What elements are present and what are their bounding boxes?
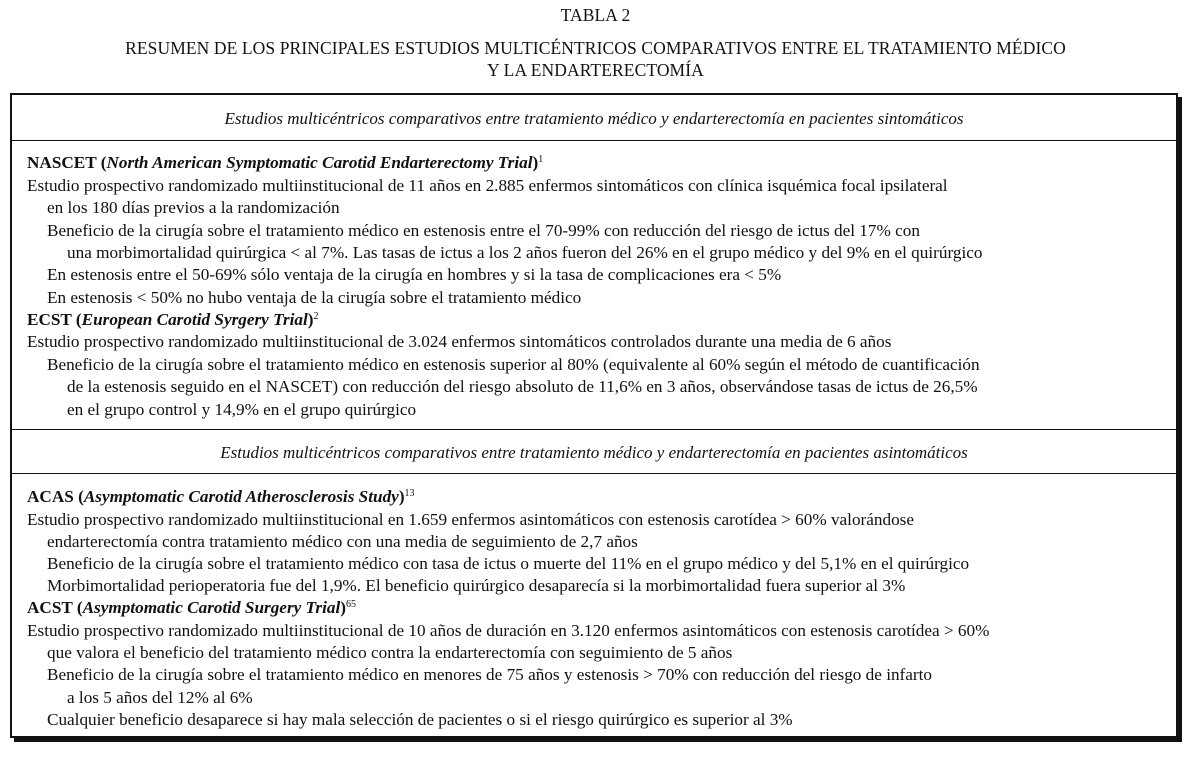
trial-text-line: Beneficio de la cirugía sobre el tratamiento médico en estenosis superior al 80% (equivalente al 60% según el método de cuantificación	[47, 355, 980, 374]
trial-text-line: Beneficio de la cirugía sobre el tratamiento médico en estenosis entre el 70-99% con reducción del riesgo de ictus del 17% con	[47, 221, 920, 240]
trial-reference: 2	[313, 311, 319, 322]
trial-reference: 13	[404, 488, 415, 499]
trial-acronym: ACAS	[27, 487, 74, 506]
trial-text-line: Beneficio de la cirugía sobre el tratamiento médico con tasa de ictus o muerte del 11% en el grupo médico y del 5,1% en el quirúrgico	[47, 554, 970, 573]
trial-full-name: European Carotid Syrgery Trial	[81, 310, 308, 329]
trial-title-nascet: NASCET (North American Symptomatic Carotid Endarterectomy Trial)$^1$	[27, 153, 544, 172]
trial-title-acst: ACST (Asymptomatic Carotid Surgery Trial)$^{65}$	[27, 598, 356, 617]
trial-text-line: Estudio prospectivo randomizado multiinstitucional en 1.659 enfermos asintomáticos con estenosis carotídea > 60% valorándose	[27, 510, 915, 529]
trial-text-line: En estenosis entre el 50-69% sólo ventaja de la cirugía en hombres y si la tasa de complicaciones era < 5%	[47, 265, 782, 284]
section-divider	[12, 473, 1176, 474]
table-title	[0, 37, 1191, 81]
trial-reference: 1	[538, 154, 544, 165]
trial-text-line: de la estenosis seguido en el NASCET) con reducción del riesgo absoluto de 11,6% en 3 años, observándose tasas de ictus de 26,5%	[67, 377, 978, 396]
trial-full-name: Asymptomatic Carotid Atherosclerosis Study	[83, 487, 399, 506]
trial-text-line: Estudio prospectivo randomizado multiinstitucional de 10 años de duración en 3.120 enfermos asintomáticos con estenosis carotídea > 60%	[27, 621, 990, 640]
trial-reference: 65	[345, 599, 356, 610]
section-divider	[12, 140, 1176, 141]
trial-text-line: una morbimortalidad quirúrgica < al 7%. Las tasas de ictus a los 2 años fueron del 26% en el grupo médico y del 9% en el quirúrgico	[67, 243, 983, 262]
trial-text-line: en los 180 días previos a la randomización	[47, 198, 340, 217]
trial-acronym: NASCET	[27, 153, 97, 172]
trial-full-name: North American Symptomatic Carotid Endarterectomy Trial	[106, 153, 533, 172]
trial-text-line: en el grupo control y 14,9% en el grupo quirúrgico	[67, 400, 417, 419]
trial-title-acas: ACAS (Asymptomatic Carotid Atherosclerosis Study)$^{13}$	[27, 487, 415, 506]
table-number: TABLA 2	[560, 5, 631, 25]
table-title-line-2: Y LA ENDARTERECTOMÍA	[487, 60, 704, 80]
trial-text-line: Estudio prospectivo randomizado multiinstitucional de 3.024 enfermos sintomáticos controlados durante una media de 6 años	[27, 332, 892, 351]
section-heading-symptomatic: Estudios multicéntricos comparativos entre tratamiento médico y endarterectomía en pacientes sintomáticos	[224, 109, 964, 128]
trial-text-line: En estenosis < 50% no hubo ventaja de la cirugía sobre el tratamiento médico	[47, 288, 582, 307]
table-frame	[10, 93, 1178, 738]
trial-text-line: Cualquier beneficio desaparece si hay mala selección de pacientes o si el riesgo quirúrgico es superior al 3%	[47, 710, 793, 729]
section-heading-asymptomatic: Estudios multicéntricos comparativos entre tratamiento médico y endarterectomía en pacientes asintomáticos	[220, 443, 968, 462]
trial-full-name: Asymptomatic Carotid Surgery Trial	[82, 598, 341, 617]
trial-acronym: ACST	[27, 598, 73, 617]
trial-text-line: endarterectomía contra tratamiento médico con una media de seguimiento de 2,7 años	[47, 532, 638, 551]
trial-text-line: Estudio prospectivo randomizado multiinstitucional de 11 años en 2.885 enfermos sintomáticos con clínica isquémica focal ipsilateral	[27, 176, 948, 195]
table-title-line-1: RESUMEN DE LOS PRINCIPALES ESTUDIOS MULTICÉNTRICOS COMPARATIVOS ENTRE EL TRATAMIENTO MÉDICO	[125, 38, 1066, 58]
trial-text-line: que valora el beneficio del tratamiento médico contra la endarterectomía con seguimiento de 5 años	[47, 643, 733, 662]
trial-text-line: Morbimortalidad perioperatoria fue del 1,9%. El beneficio quirúrgico desaparecía si la morbimortalidad fuera superior al 3%	[47, 576, 906, 595]
trial-text-line: Beneficio de la cirugía sobre el tratamiento médico en menores de 75 años y estenosis > 70% con reducción del riesgo de infarto	[47, 665, 933, 684]
trial-title-ecst: ECST (European Carotid Syrgery Trial)$^2$	[27, 310, 319, 329]
trial-acronym: ECST	[27, 310, 72, 329]
section-divider	[12, 429, 1176, 430]
trial-text-line: a los 5 años del 12% al 6%	[67, 688, 253, 707]
